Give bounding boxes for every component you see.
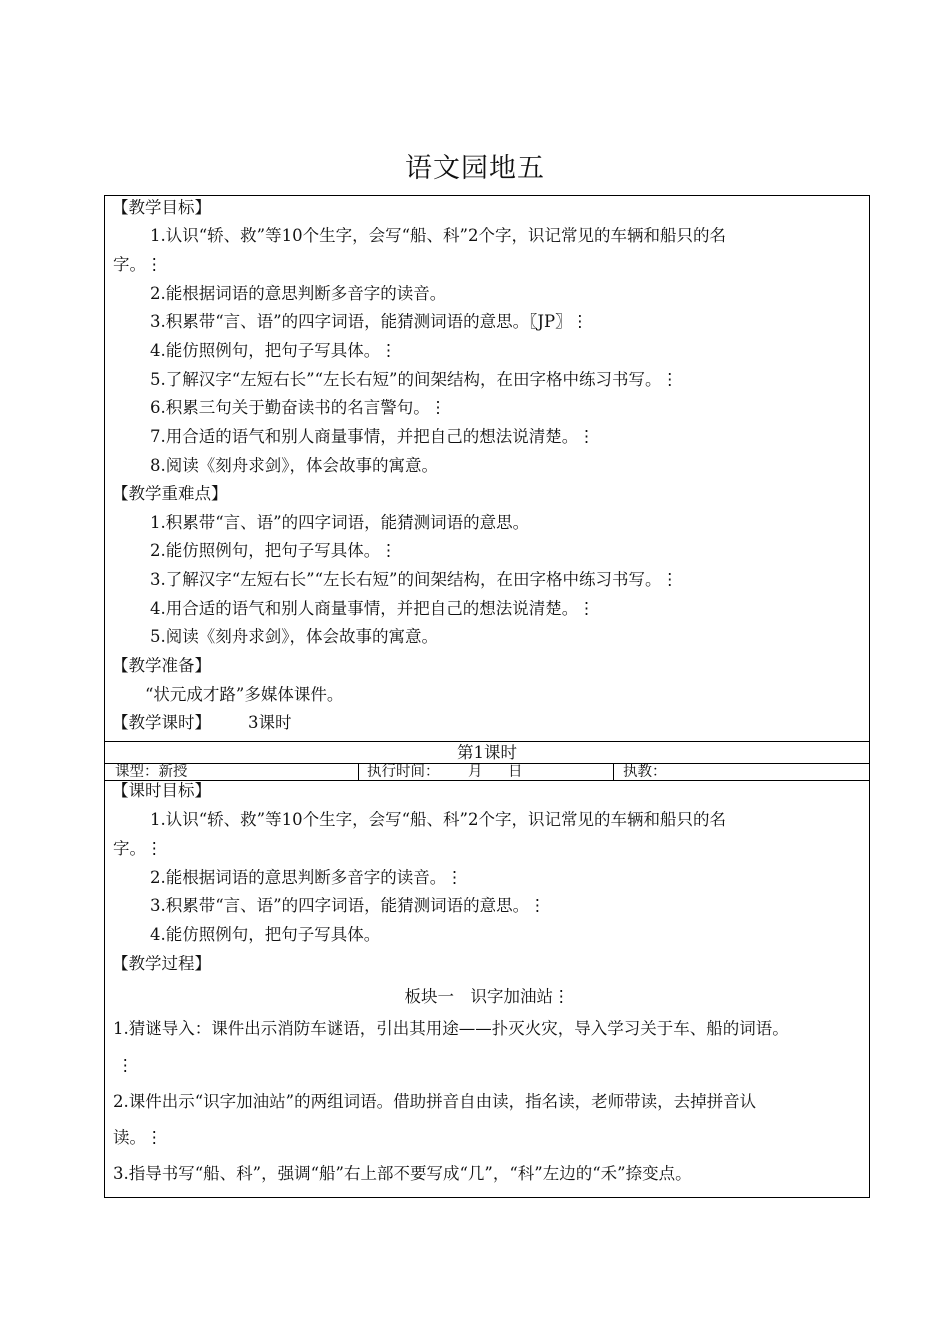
lesson-goal-item: 1.认识“轿、救”等10个生字，会写“船、科”2个字，识记常见的车辆和船只的名 bbox=[150, 810, 726, 829]
key-point-item: 3.了解汉字“左短右长”“左长右短”的间架结构，在田字格中练习书写。⋮ bbox=[150, 570, 678, 589]
key-point-item: 2.能仿照例句，把句子写具体。⋮ bbox=[150, 541, 397, 560]
preparation-text: “状元成才路”多媒体课件。 bbox=[145, 685, 344, 704]
lesson-goal-item: 4.能仿照例句，把句子写具体。 bbox=[150, 925, 381, 944]
process-step: 1.猜谜导入：课件出示消防车谜语，引出其用途——扑灭火灾，导入学习关于车、船的词语。 bbox=[113, 1019, 789, 1038]
cell-divider bbox=[613, 764, 614, 780]
key-point-item: 5.阅读《刻舟求剑》，体会故事的寓意。 bbox=[150, 627, 438, 646]
goal-item: 7.用合适的语气和别人商量事情，并把自己的想法说清楚。⋮ bbox=[150, 427, 595, 446]
hours-value: 3课时 bbox=[248, 713, 292, 732]
row-divider bbox=[105, 763, 869, 764]
process-step-continuation: ⋮ bbox=[117, 1056, 134, 1075]
teacher-label: 执教： bbox=[623, 764, 667, 780]
block-title: 板块一 识字加油站⋮ bbox=[404, 987, 570, 1006]
row-divider bbox=[105, 780, 869, 781]
process-step: 3.指导书写“船、科”，强调“船”右上部不要写成“几”，“科”左边的“禾”捺变点。 bbox=[113, 1164, 692, 1183]
key-point-item: 1.积累带“言、语”的四字词语，能猜测词语的意思。 bbox=[150, 513, 530, 532]
overview-section bbox=[104, 195, 870, 742]
goal-item: 5.了解汉字“左短右长”“左长右短”的间架结构，在田字格中练习书写。⋮ bbox=[150, 370, 678, 389]
goals-heading: 【教学目标】 bbox=[112, 198, 211, 217]
process-step-continuation: 读。⋮ bbox=[113, 1128, 163, 1147]
lesson-goal-item: 3.积累带“言、语”的四字词语，能猜测词语的意思。⋮ bbox=[150, 896, 546, 915]
execution-time-label: 执行时间： bbox=[367, 764, 440, 780]
key-point-item: 4.用合适的语气和别人商量事情，并把自己的想法说清楚。⋮ bbox=[150, 599, 595, 618]
lesson-goal-continuation: 字。⋮ bbox=[113, 839, 163, 858]
day-label: 日 bbox=[508, 764, 523, 780]
goal-item: 2.能根据词语的意思判断多音字的读音。 bbox=[150, 284, 447, 303]
goal-item: 6.积累三句关于勤奋读书的名言警句。⋮ bbox=[150, 398, 447, 417]
lesson-goals-heading: 【课时目标】 bbox=[112, 781, 211, 800]
goal-item: 4.能仿照例句，把句子写具体。⋮ bbox=[150, 341, 397, 360]
process-step: 2.课件出示“识字加油站”的两组词语。借助拼音自由读，指名读，老师带读，去掉拼音认 bbox=[113, 1092, 757, 1111]
hours-heading: 【教学课时】 bbox=[112, 713, 211, 732]
cell-divider bbox=[358, 764, 359, 780]
page-title: 语文园地五 bbox=[405, 153, 545, 184]
goal-item: 3.积累带“言、语”的四字词语，能猜测词语的意思。〖JP〗⋮ bbox=[150, 312, 589, 331]
process-heading: 【教学过程】 bbox=[112, 954, 211, 973]
goal-item: 1.认识“轿、救”等10个生字，会写“船、科”2个字，识记常见的车辆和船只的名 bbox=[150, 226, 726, 245]
lesson-goal-item: 2.能根据词语的意思判断多音字的读音。⋮ bbox=[150, 868, 463, 887]
preparation-heading: 【教学准备】 bbox=[112, 656, 211, 675]
lesson-type: 课型：新授 bbox=[115, 764, 188, 780]
key-points-heading: 【教学重难点】 bbox=[112, 484, 228, 503]
goal-item-continuation: 字。⋮ bbox=[113, 255, 163, 274]
lesson-1-section bbox=[104, 741, 870, 1198]
goal-item: 8.阅读《刻舟求剑》，体会故事的寓意。 bbox=[150, 456, 438, 475]
month-label: 月 bbox=[468, 764, 483, 780]
lesson-title: 第1课时 bbox=[457, 743, 517, 762]
